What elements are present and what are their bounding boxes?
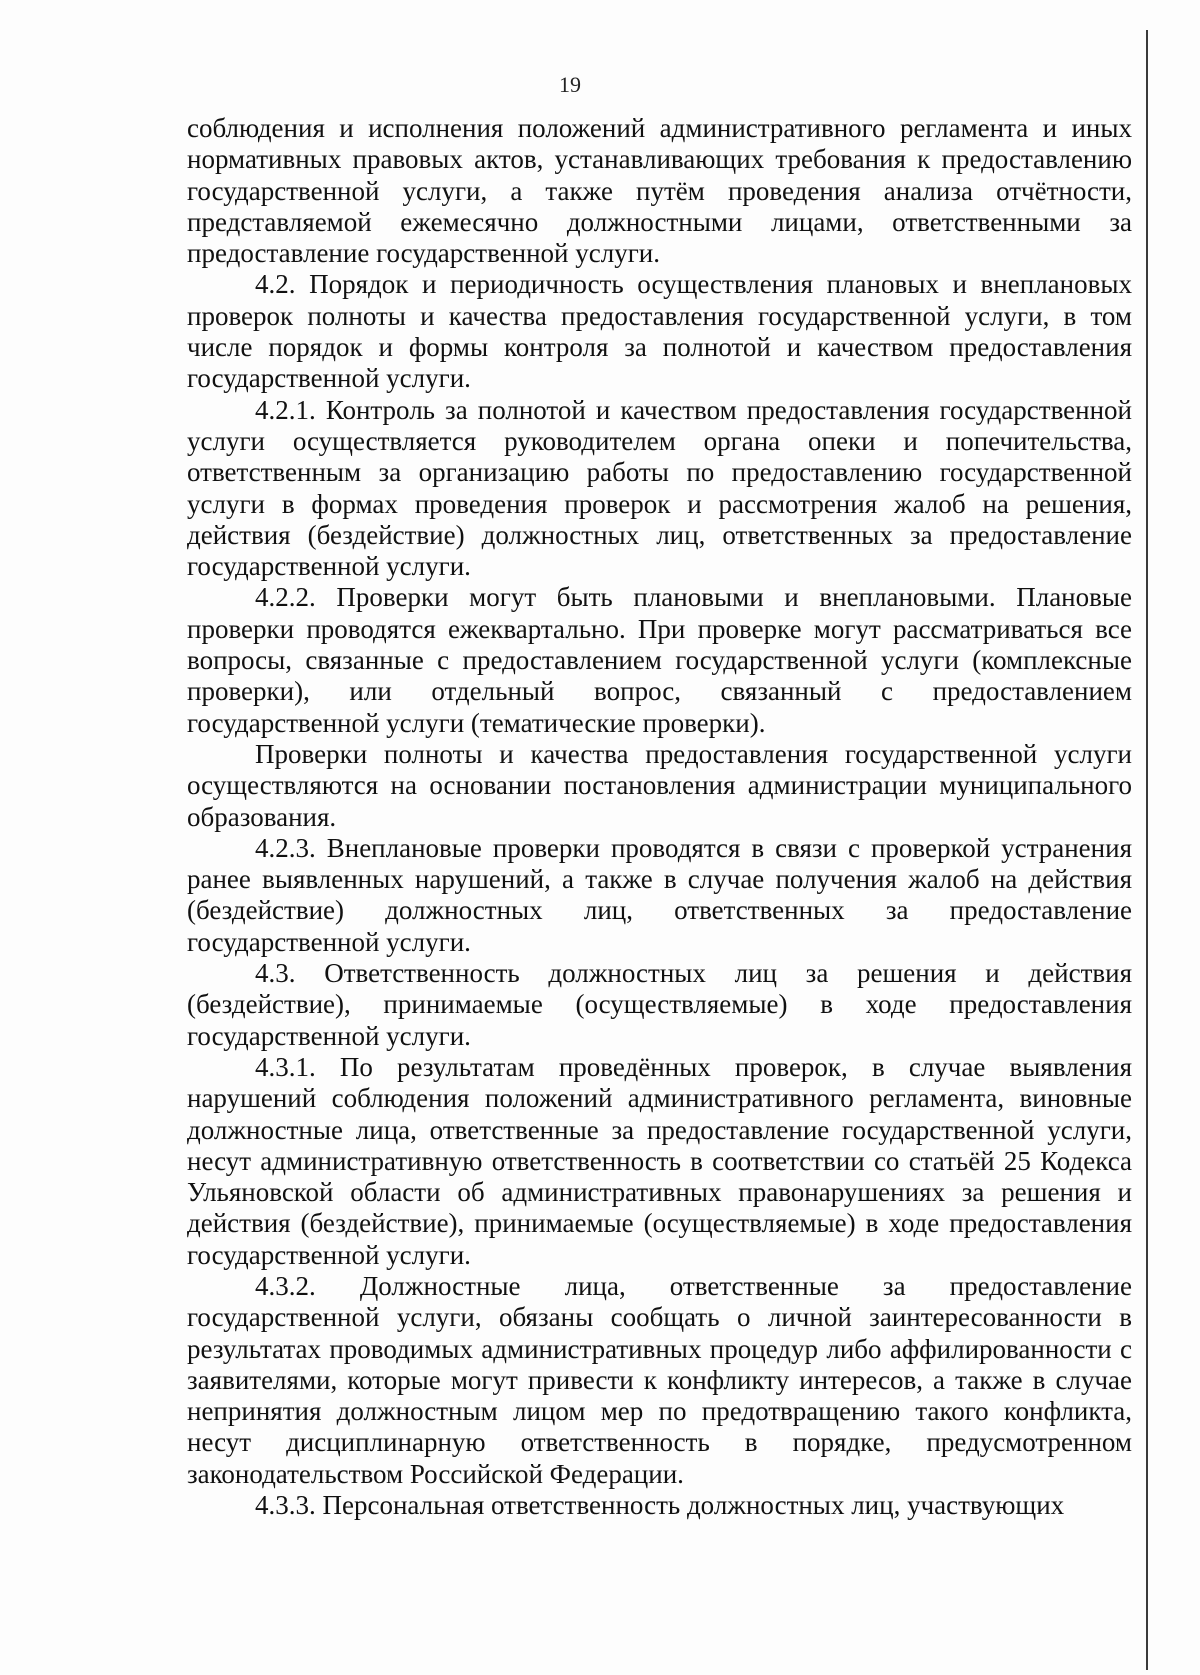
paragraph-4-2-1: 4.2.1. Контроль за полнотой и качеством предоставления государственной услуги осуществляется руководителем органа опеки и попечительства, ответственным за организацию работы по предоставлению государственной услуги в формах проведения проверок и рассмотрения жалоб на решения, действия (бездействие) должностных лиц, ответственных за предоставление государственной услуги.	[187, 394, 1132, 582]
paragraph-4-2-3: 4.2.3. Внеплановые проверки проводятся в связи с проверкой устранения ранее выявленных нарушений, а также в случае получения жалоб на действия (бездействие) должностных лиц, ответственных за предоставление государственной услуги.	[187, 832, 1132, 957]
paragraph-inspections: Проверки полноты и качества предоставления государственной услуги осуществляются на основании постановления администрации муниципального образования.	[187, 738, 1132, 832]
paragraph-continuation: соблюдения и исполнения положений административного регламента и иных нормативных правовых актов, устанавливающих требования к предоставлению государственной услуги, а также путём проведения анализа отчётности, представляемой ежемесячно должностными лицами, ответственными за предоставление государственной услуги.	[187, 113, 1132, 269]
document-body	[187, 113, 1132, 1521]
paragraph-4-2-2: 4.2.2. Проверки могут быть плановыми и внеплановыми. Плановые проверки проводятся ежеквартально. При проверке могут рассматриваться все вопросы, связанные с предоставлением государственной услуги (комплексные проверки), или отдельный вопрос, связанный с предоставлением государственной услуги (тематические проверки).	[187, 582, 1132, 738]
page-number: 19	[559, 72, 581, 97]
paragraph-4-3-1: 4.3.1. По результатам проведённых проверок, в случае выявления нарушений соблюдения положений административного регламента, виновные должностные лица, ответственные за предоставление государственной услуги, несут административную ответственность в соответствии со статьёй 25 Кодекса Ульяновской области об административных правонарушениях за решения и действия (бездействие), принимаемые (осуществляемые) в ходе предоставления государственной услуги.	[187, 1051, 1132, 1270]
paragraph-4-3-3: 4.3.3. Персональная ответственность должностных лиц, участвующих	[255, 1490, 1065, 1521]
paragraph-4-2: 4.2. Порядок и периодичность осуществления плановых и внеплановых проверок полноты и качества предоставления государственной услуги, в том числе порядок и формы контроля за полнотой и качеством предоставления государственной услуги.	[187, 269, 1132, 394]
paragraph-4-3: 4.3. Ответственность должностных лиц за решения и действия (бездействие), принимаемые (осуществляемые) в ходе предоставления государственной услуги.	[187, 958, 1132, 1051]
scan-edge-line	[1146, 30, 1148, 1670]
paragraph-4-3-2: 4.3.2. Должностные лица, ответственные за предоставление государственной услуги, обязаны сообщать о личной заинтересованности в результатах проводимых административных процедур либо аффилированности с заявителями, которые могут привести к конфликту интересов, а также в случае непринятия должностным лицом мер по предотвращению такого конфликта, несут дисциплинарную ответственность в порядке, предусмотренном законодательством Российской Федерации.	[187, 1270, 1132, 1489]
